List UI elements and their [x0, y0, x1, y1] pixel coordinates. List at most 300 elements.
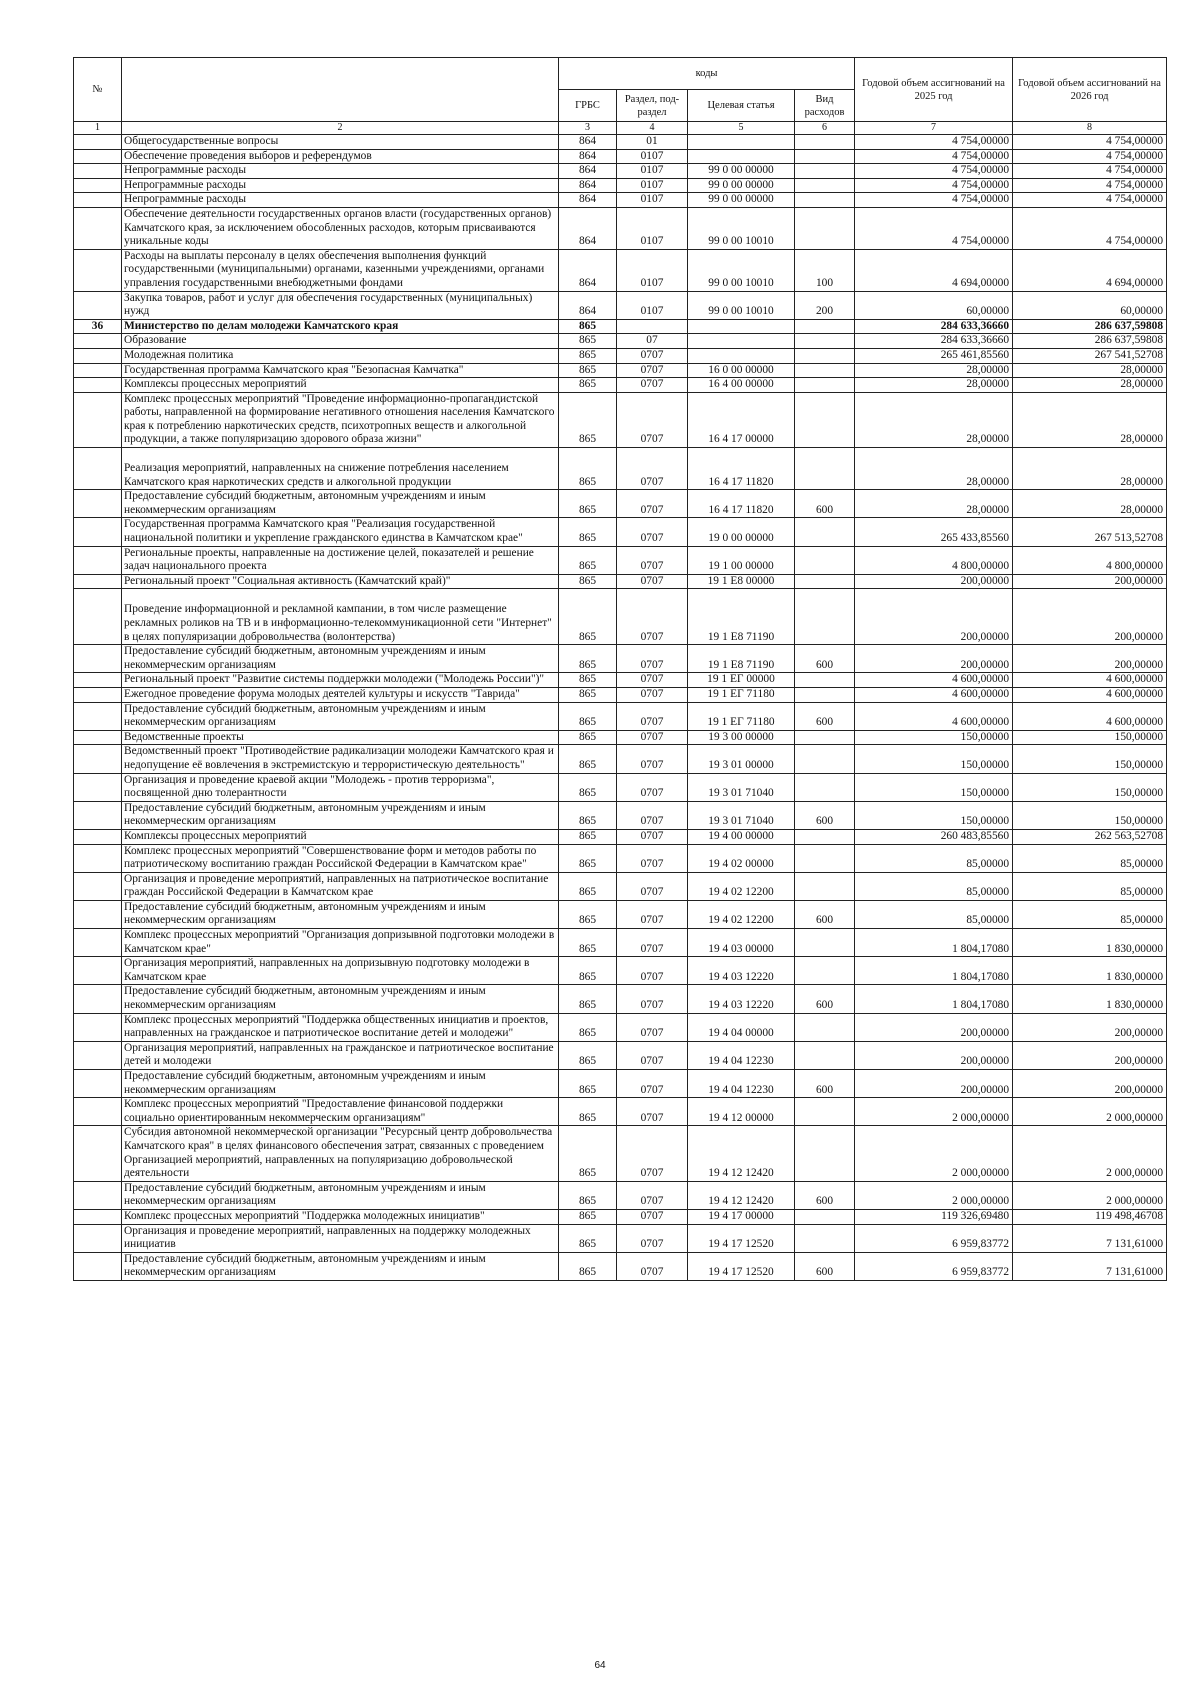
row-value-2026: 267 541,52708 [1013, 348, 1167, 363]
row-section: 0107 [617, 149, 688, 164]
row-target: 16 4 00 00000 [688, 378, 795, 393]
col-number: 8 [1013, 122, 1167, 135]
row-type: 600 [795, 490, 855, 518]
row-type [795, 149, 855, 164]
row-grbs: 865 [559, 1224, 617, 1252]
row-name: Проведение информационной и рекламной кампании, в том числе размещение рекламных роликов на ТВ и в информационно-телекоммуникационной сети "Интернет" в целях популяризации добровольчества (волонтерства) [122, 589, 559, 645]
row-number [74, 957, 122, 985]
row-name: Комплекс процессных мероприятий "Совершенствование форм и методов работы по патриотическому воспитанию граждан Российской Федерации в Камчатском крае" [122, 844, 559, 872]
row-type [795, 773, 855, 801]
row-type [795, 673, 855, 688]
row-grbs: 864 [559, 291, 617, 319]
row-value-2026: 150,00000 [1013, 730, 1167, 745]
row-name: Обеспечение проведения выборов и референдумов [122, 149, 559, 164]
row-section: 0707 [617, 957, 688, 985]
row-number [74, 929, 122, 957]
col-header-2025: Годовой объем ассигнований на 2025 год [855, 58, 1013, 122]
row-value-2025: 6 959,83772 [855, 1224, 1013, 1252]
row-type [795, 1224, 855, 1252]
row-number: 36 [74, 319, 122, 334]
row-grbs: 865 [559, 392, 617, 447]
row-number [74, 249, 122, 291]
row-name: Образование [122, 334, 559, 349]
row-value-2025: 4 754,00000 [855, 149, 1013, 164]
col-number: 2 [122, 122, 559, 135]
row-grbs: 865 [559, 829, 617, 844]
row-value-2026: 4 694,00000 [1013, 249, 1167, 291]
row-value-2026: 4 754,00000 [1013, 149, 1167, 164]
row-target [688, 348, 795, 363]
col-header-name [122, 58, 559, 122]
row-section: 0707 [617, 745, 688, 773]
table-row [74, 178, 1167, 193]
row-value-2025: 150,00000 [855, 801, 1013, 829]
row-target: 19 1 E8 71190 [688, 645, 795, 673]
row-type [795, 1126, 855, 1181]
row-section: 0707 [617, 702, 688, 730]
row-type [795, 589, 855, 645]
table-row [74, 1181, 1167, 1209]
row-value-2026: 85,00000 [1013, 844, 1167, 872]
row-name: Предоставление субсидий бюджетным, автономным учреждениям и иным некоммерческим организациям [122, 1070, 559, 1098]
table-row [74, 135, 1167, 150]
row-value-2026: 200,00000 [1013, 1041, 1167, 1069]
row-name: Организация и проведение мероприятий, направленных на патриотическое воспитание граждан Российской Федерации в Камчатском крае [122, 872, 559, 900]
row-grbs: 865 [559, 518, 617, 546]
row-name: Организация и проведение краевой акции "Молодежь - против терроризма", посвященной дню толерантности [122, 773, 559, 801]
table-row [74, 207, 1167, 249]
row-target: 16 4 17 11820 [688, 490, 795, 518]
row-grbs: 865 [559, 1041, 617, 1069]
col-header-2026: Годовой объем ассигнований на 2026 год [1013, 58, 1167, 122]
row-section: 0107 [617, 207, 688, 249]
row-grbs: 864 [559, 193, 617, 208]
col-header-target: Целевая статья [688, 90, 795, 122]
row-target [688, 149, 795, 164]
row-grbs: 864 [559, 207, 617, 249]
row-name: Непрограммные расходы [122, 178, 559, 193]
row-name: Предоставление субсидий бюджетным, автономным учреждениям и иным некоммерческим организациям [122, 900, 559, 928]
table-row [74, 1098, 1167, 1126]
row-section: 0707 [617, 574, 688, 589]
row-grbs: 865 [559, 730, 617, 745]
table-row [74, 829, 1167, 844]
table-row [74, 702, 1167, 730]
row-type [795, 193, 855, 208]
col-number: 5 [688, 122, 795, 135]
table-row [74, 291, 1167, 319]
row-section: 0707 [617, 348, 688, 363]
row-type [795, 872, 855, 900]
table-row [74, 673, 1167, 688]
row-name: Обеспечение деятельности государственных органов власти (государственных органов) Камчатского края, за исключением обособленных расходов, которым присваиваются уникальные коды [122, 207, 559, 249]
row-type [795, 178, 855, 193]
row-number [74, 687, 122, 702]
row-type [795, 378, 855, 393]
row-type [795, 319, 855, 334]
row-target: 19 4 02 12200 [688, 900, 795, 928]
row-number [74, 1181, 122, 1209]
row-target: 19 4 12 12420 [688, 1181, 795, 1209]
row-value-2026: 200,00000 [1013, 1013, 1167, 1041]
row-number [74, 490, 122, 518]
row-grbs: 865 [559, 957, 617, 985]
table-row [74, 801, 1167, 829]
row-target: 16 0 00 00000 [688, 363, 795, 378]
row-type: 200 [795, 291, 855, 319]
row-number [74, 745, 122, 773]
row-value-2025: 150,00000 [855, 730, 1013, 745]
table-row [74, 929, 1167, 957]
row-name: Организация и проведение мероприятий, направленных на поддержку молодежных инициатив [122, 1224, 559, 1252]
row-target: 19 4 17 00000 [688, 1209, 795, 1224]
row-value-2025: 28,00000 [855, 392, 1013, 447]
col-header-section: Раздел, под-раздел [617, 90, 688, 122]
row-target: 16 4 17 11820 [688, 448, 795, 490]
row-name: Комплекс процессных мероприятий "Организация допризывной подготовки молодежи в Камчатском крае" [122, 929, 559, 957]
row-value-2026: 286 637,59808 [1013, 319, 1167, 334]
row-grbs: 865 [559, 363, 617, 378]
row-type [795, 348, 855, 363]
row-type [795, 448, 855, 490]
row-target: 19 4 04 12230 [688, 1070, 795, 1098]
row-number [74, 363, 122, 378]
row-section: 0707 [617, 730, 688, 745]
row-name: Региональные проекты, направленные на достижение целей, показателей и решение задач национального проекта [122, 546, 559, 574]
row-value-2025: 200,00000 [855, 1041, 1013, 1069]
row-section: 0707 [617, 1224, 688, 1252]
row-value-2026: 4 600,00000 [1013, 673, 1167, 688]
row-name: Ежегодное проведение форума молодых деятелей культуры и искусств "Таврида" [122, 687, 559, 702]
row-value-2025: 4 754,00000 [855, 135, 1013, 150]
row-grbs: 865 [559, 1252, 617, 1280]
row-value-2025: 1 804,17080 [855, 929, 1013, 957]
table-row [74, 574, 1167, 589]
budget-allocation-table [73, 57, 1167, 1281]
row-section: 0707 [617, 518, 688, 546]
table-row [74, 985, 1167, 1013]
row-value-2025: 85,00000 [855, 872, 1013, 900]
row-grbs: 864 [559, 149, 617, 164]
row-value-2026: 4 754,00000 [1013, 178, 1167, 193]
row-name: Предоставление субсидий бюджетным, автономным учреждениям и иным некоммерческим организациям [122, 490, 559, 518]
row-grbs: 865 [559, 1098, 617, 1126]
row-section: 0707 [617, 645, 688, 673]
row-name: Предоставление субсидий бюджетным, автономным учреждениям и иным некоммерческим организациям [122, 645, 559, 673]
row-value-2025: 150,00000 [855, 773, 1013, 801]
row-type [795, 363, 855, 378]
row-number [74, 673, 122, 688]
row-type [795, 392, 855, 447]
row-section: 0107 [617, 164, 688, 179]
row-target [688, 135, 795, 150]
row-value-2025: 4 600,00000 [855, 702, 1013, 730]
row-name: Расходы на выплаты персоналу в целях обеспечения выполнения функций государственными (муниципальными) органами, казенными учреждениями, органами управления государственными внебюджетными фондами [122, 249, 559, 291]
row-section: 0707 [617, 1126, 688, 1181]
row-grbs: 865 [559, 673, 617, 688]
row-target: 19 4 02 12200 [688, 872, 795, 900]
row-grbs: 865 [559, 378, 617, 393]
row-name: Региональный проект "Социальная активность (Камчатский край)" [122, 574, 559, 589]
row-name: Предоставление субсидий бюджетным, автономным учреждениям и иным некоммерческим организациям [122, 1252, 559, 1280]
table-row [74, 645, 1167, 673]
row-value-2026: 1 830,00000 [1013, 985, 1167, 1013]
row-value-2026: 119 498,46708 [1013, 1209, 1167, 1224]
row-target: 99 0 00 00000 [688, 164, 795, 179]
row-value-2025: 4 754,00000 [855, 207, 1013, 249]
row-value-2025: 85,00000 [855, 900, 1013, 928]
row-value-2025: 1 804,17080 [855, 985, 1013, 1013]
row-value-2026: 200,00000 [1013, 1070, 1167, 1098]
row-type [795, 730, 855, 745]
table-row [74, 1070, 1167, 1098]
row-number [74, 149, 122, 164]
row-grbs: 865 [559, 801, 617, 829]
row-type: 600 [795, 702, 855, 730]
row-value-2025: 200,00000 [855, 645, 1013, 673]
row-type [795, 1098, 855, 1126]
row-number [74, 392, 122, 447]
row-section: 0707 [617, 490, 688, 518]
row-name: Комплексы процессных мероприятий [122, 829, 559, 844]
col-number: 1 [74, 122, 122, 135]
row-number [74, 164, 122, 179]
row-grbs: 865 [559, 900, 617, 928]
row-name: Ведомственный проект "Противодействие радикализации молодежи Камчатского края и недопущение её вовлечения в экстремистскую и террористическую деятельность" [122, 745, 559, 773]
row-name: Предоставление субсидий бюджетным, автономным учреждениям и иным некоммерческим организациям [122, 702, 559, 730]
row-value-2025: 284 633,36660 [855, 334, 1013, 349]
row-type [795, 929, 855, 957]
col-number: 7 [855, 122, 1013, 135]
row-number [74, 1252, 122, 1280]
row-type: 600 [795, 645, 855, 673]
row-name: Министерство по делам молодежи Камчатского края [122, 319, 559, 334]
row-number [74, 291, 122, 319]
row-value-2026: 28,00000 [1013, 378, 1167, 393]
row-grbs: 865 [559, 348, 617, 363]
table-row [74, 957, 1167, 985]
table-row [74, 687, 1167, 702]
row-name: Государственная программа Камчатского края "Безопасная Камчатка" [122, 363, 559, 378]
col-header-codes: коды [559, 58, 855, 90]
row-value-2026: 28,00000 [1013, 448, 1167, 490]
row-value-2025: 265 433,85560 [855, 518, 1013, 546]
table-row [74, 1209, 1167, 1224]
row-name: Общегосударственные вопросы [122, 135, 559, 150]
row-section: 0707 [617, 589, 688, 645]
row-value-2026: 7 131,61000 [1013, 1224, 1167, 1252]
row-section: 0707 [617, 1098, 688, 1126]
row-target: 99 0 00 10010 [688, 207, 795, 249]
row-type: 600 [795, 1252, 855, 1280]
row-target: 19 1 E8 00000 [688, 574, 795, 589]
row-section: 0707 [617, 1252, 688, 1280]
row-section: 0707 [617, 1209, 688, 1224]
col-header-no: № [74, 58, 122, 122]
row-type [795, 829, 855, 844]
row-grbs: 864 [559, 135, 617, 150]
row-number [74, 1041, 122, 1069]
budget-table-sheet [73, 57, 1166, 1281]
row-value-2026: 85,00000 [1013, 900, 1167, 928]
col-header-type: Вид расходов [795, 90, 855, 122]
row-section: 0707 [617, 1013, 688, 1041]
row-name: Субсидия автономной некоммерческой организации "Ресурсный центр добровольчества Камчатского края" в целях финансового обеспечения затрат, связанных с проведением Организацией мероприятий, направленных на популяризацию добровольческой деятельности [122, 1126, 559, 1181]
row-value-2026: 4 600,00000 [1013, 702, 1167, 730]
table-row [74, 1126, 1167, 1181]
row-value-2025: 4 694,00000 [855, 249, 1013, 291]
row-name: Комплекс процессных мероприятий "Поддержка молодежных инициатив" [122, 1209, 559, 1224]
row-value-2026: 200,00000 [1013, 589, 1167, 645]
row-grbs: 865 [559, 1070, 617, 1098]
row-type [795, 518, 855, 546]
row-grbs: 865 [559, 319, 617, 334]
row-name: Комплексы процессных мероприятий [122, 378, 559, 393]
row-value-2026: 150,00000 [1013, 801, 1167, 829]
row-value-2025: 200,00000 [855, 574, 1013, 589]
row-value-2025: 119 326,69480 [855, 1209, 1013, 1224]
table-row [74, 490, 1167, 518]
table-row [74, 378, 1167, 393]
row-target: 19 4 12 00000 [688, 1098, 795, 1126]
row-value-2025: 284 633,36660 [855, 319, 1013, 334]
row-number [74, 702, 122, 730]
row-name: Реализация мероприятий, направленных на снижение потребления населением Камчатского края наркотических средств и алкогольной продукции [122, 448, 559, 490]
table-row [74, 546, 1167, 574]
row-number [74, 1209, 122, 1224]
row-grbs: 865 [559, 574, 617, 589]
row-number [74, 348, 122, 363]
row-value-2026: 1 830,00000 [1013, 929, 1167, 957]
table-row [74, 249, 1167, 291]
row-value-2025: 200,00000 [855, 589, 1013, 645]
row-number [74, 207, 122, 249]
row-type [795, 844, 855, 872]
row-value-2025: 28,00000 [855, 490, 1013, 518]
row-value-2025: 2 000,00000 [855, 1126, 1013, 1181]
row-value-2026: 4 754,00000 [1013, 193, 1167, 208]
row-section: 0107 [617, 193, 688, 208]
row-name: Организация мероприятий, направленных на гражданское и патриотическое воспитание детей и молодежи [122, 1041, 559, 1069]
table-row [74, 1013, 1167, 1041]
row-value-2025: 200,00000 [855, 1070, 1013, 1098]
table-row [74, 164, 1167, 179]
row-type [795, 574, 855, 589]
row-value-2025: 85,00000 [855, 844, 1013, 872]
row-value-2026: 2 000,00000 [1013, 1098, 1167, 1126]
row-number [74, 730, 122, 745]
row-number [74, 829, 122, 844]
row-target: 19 4 04 00000 [688, 1013, 795, 1041]
row-section: 0107 [617, 291, 688, 319]
row-value-2026: 4 800,00000 [1013, 546, 1167, 574]
row-value-2025: 260 483,85560 [855, 829, 1013, 844]
row-value-2025: 4 600,00000 [855, 687, 1013, 702]
row-section: 0707 [617, 448, 688, 490]
row-number [74, 872, 122, 900]
table-row [74, 392, 1167, 447]
row-type [795, 164, 855, 179]
row-name: Региональный проект "Развитие системы поддержки молодежи ("Молодежь России")" [122, 673, 559, 688]
row-value-2025: 4 800,00000 [855, 546, 1013, 574]
row-type [795, 207, 855, 249]
row-type [795, 745, 855, 773]
row-section: 0707 [617, 844, 688, 872]
row-value-2026: 7 131,61000 [1013, 1252, 1167, 1280]
row-target: 19 1 ЕГ 71180 [688, 702, 795, 730]
row-grbs: 865 [559, 844, 617, 872]
row-section: 01 [617, 135, 688, 150]
row-target: 19 1 ЕГ 71180 [688, 687, 795, 702]
row-section: 0107 [617, 249, 688, 291]
row-grbs: 865 [559, 773, 617, 801]
row-value-2026: 85,00000 [1013, 872, 1167, 900]
row-number [74, 448, 122, 490]
row-target: 19 0 00 00000 [688, 518, 795, 546]
row-section: 0107 [617, 178, 688, 193]
row-name: Ведомственные проекты [122, 730, 559, 745]
row-type: 600 [795, 900, 855, 928]
table-row [74, 589, 1167, 645]
row-section: 0707 [617, 929, 688, 957]
row-type [795, 1013, 855, 1041]
row-number [74, 1070, 122, 1098]
table-row [74, 1224, 1167, 1252]
row-number [74, 518, 122, 546]
row-grbs: 865 [559, 745, 617, 773]
row-grbs: 865 [559, 1181, 617, 1209]
row-type [795, 334, 855, 349]
row-target: 19 4 17 12520 [688, 1224, 795, 1252]
row-number [74, 135, 122, 150]
row-value-2026: 4 754,00000 [1013, 135, 1167, 150]
row-section: 0707 [617, 1070, 688, 1098]
row-number [74, 1126, 122, 1181]
table-row [74, 730, 1167, 745]
row-section: 0707 [617, 1181, 688, 1209]
row-value-2026: 2 000,00000 [1013, 1126, 1167, 1181]
row-target: 19 1 ЕГ 00000 [688, 673, 795, 688]
row-value-2026: 28,00000 [1013, 490, 1167, 518]
row-type: 600 [795, 985, 855, 1013]
row-section: 0707 [617, 673, 688, 688]
row-value-2026: 4 600,00000 [1013, 687, 1167, 702]
row-value-2026: 28,00000 [1013, 363, 1167, 378]
row-grbs: 865 [559, 589, 617, 645]
row-value-2025: 4 754,00000 [855, 193, 1013, 208]
row-value-2025: 150,00000 [855, 745, 1013, 773]
row-value-2026: 4 754,00000 [1013, 164, 1167, 179]
col-header-grbs: ГРБС [559, 90, 617, 122]
row-section: 0707 [617, 900, 688, 928]
table-row [74, 193, 1167, 208]
row-type [795, 687, 855, 702]
row-grbs: 864 [559, 249, 617, 291]
row-number [74, 334, 122, 349]
row-grbs: 865 [559, 702, 617, 730]
row-number [74, 801, 122, 829]
row-section: 0707 [617, 687, 688, 702]
row-type: 100 [795, 249, 855, 291]
row-number [74, 589, 122, 645]
row-grbs: 865 [559, 687, 617, 702]
table-row [74, 773, 1167, 801]
row-value-2026: 200,00000 [1013, 645, 1167, 673]
row-value-2025: 28,00000 [855, 363, 1013, 378]
row-target: 99 0 00 10010 [688, 291, 795, 319]
row-grbs: 865 [559, 448, 617, 490]
row-value-2026: 267 513,52708 [1013, 518, 1167, 546]
